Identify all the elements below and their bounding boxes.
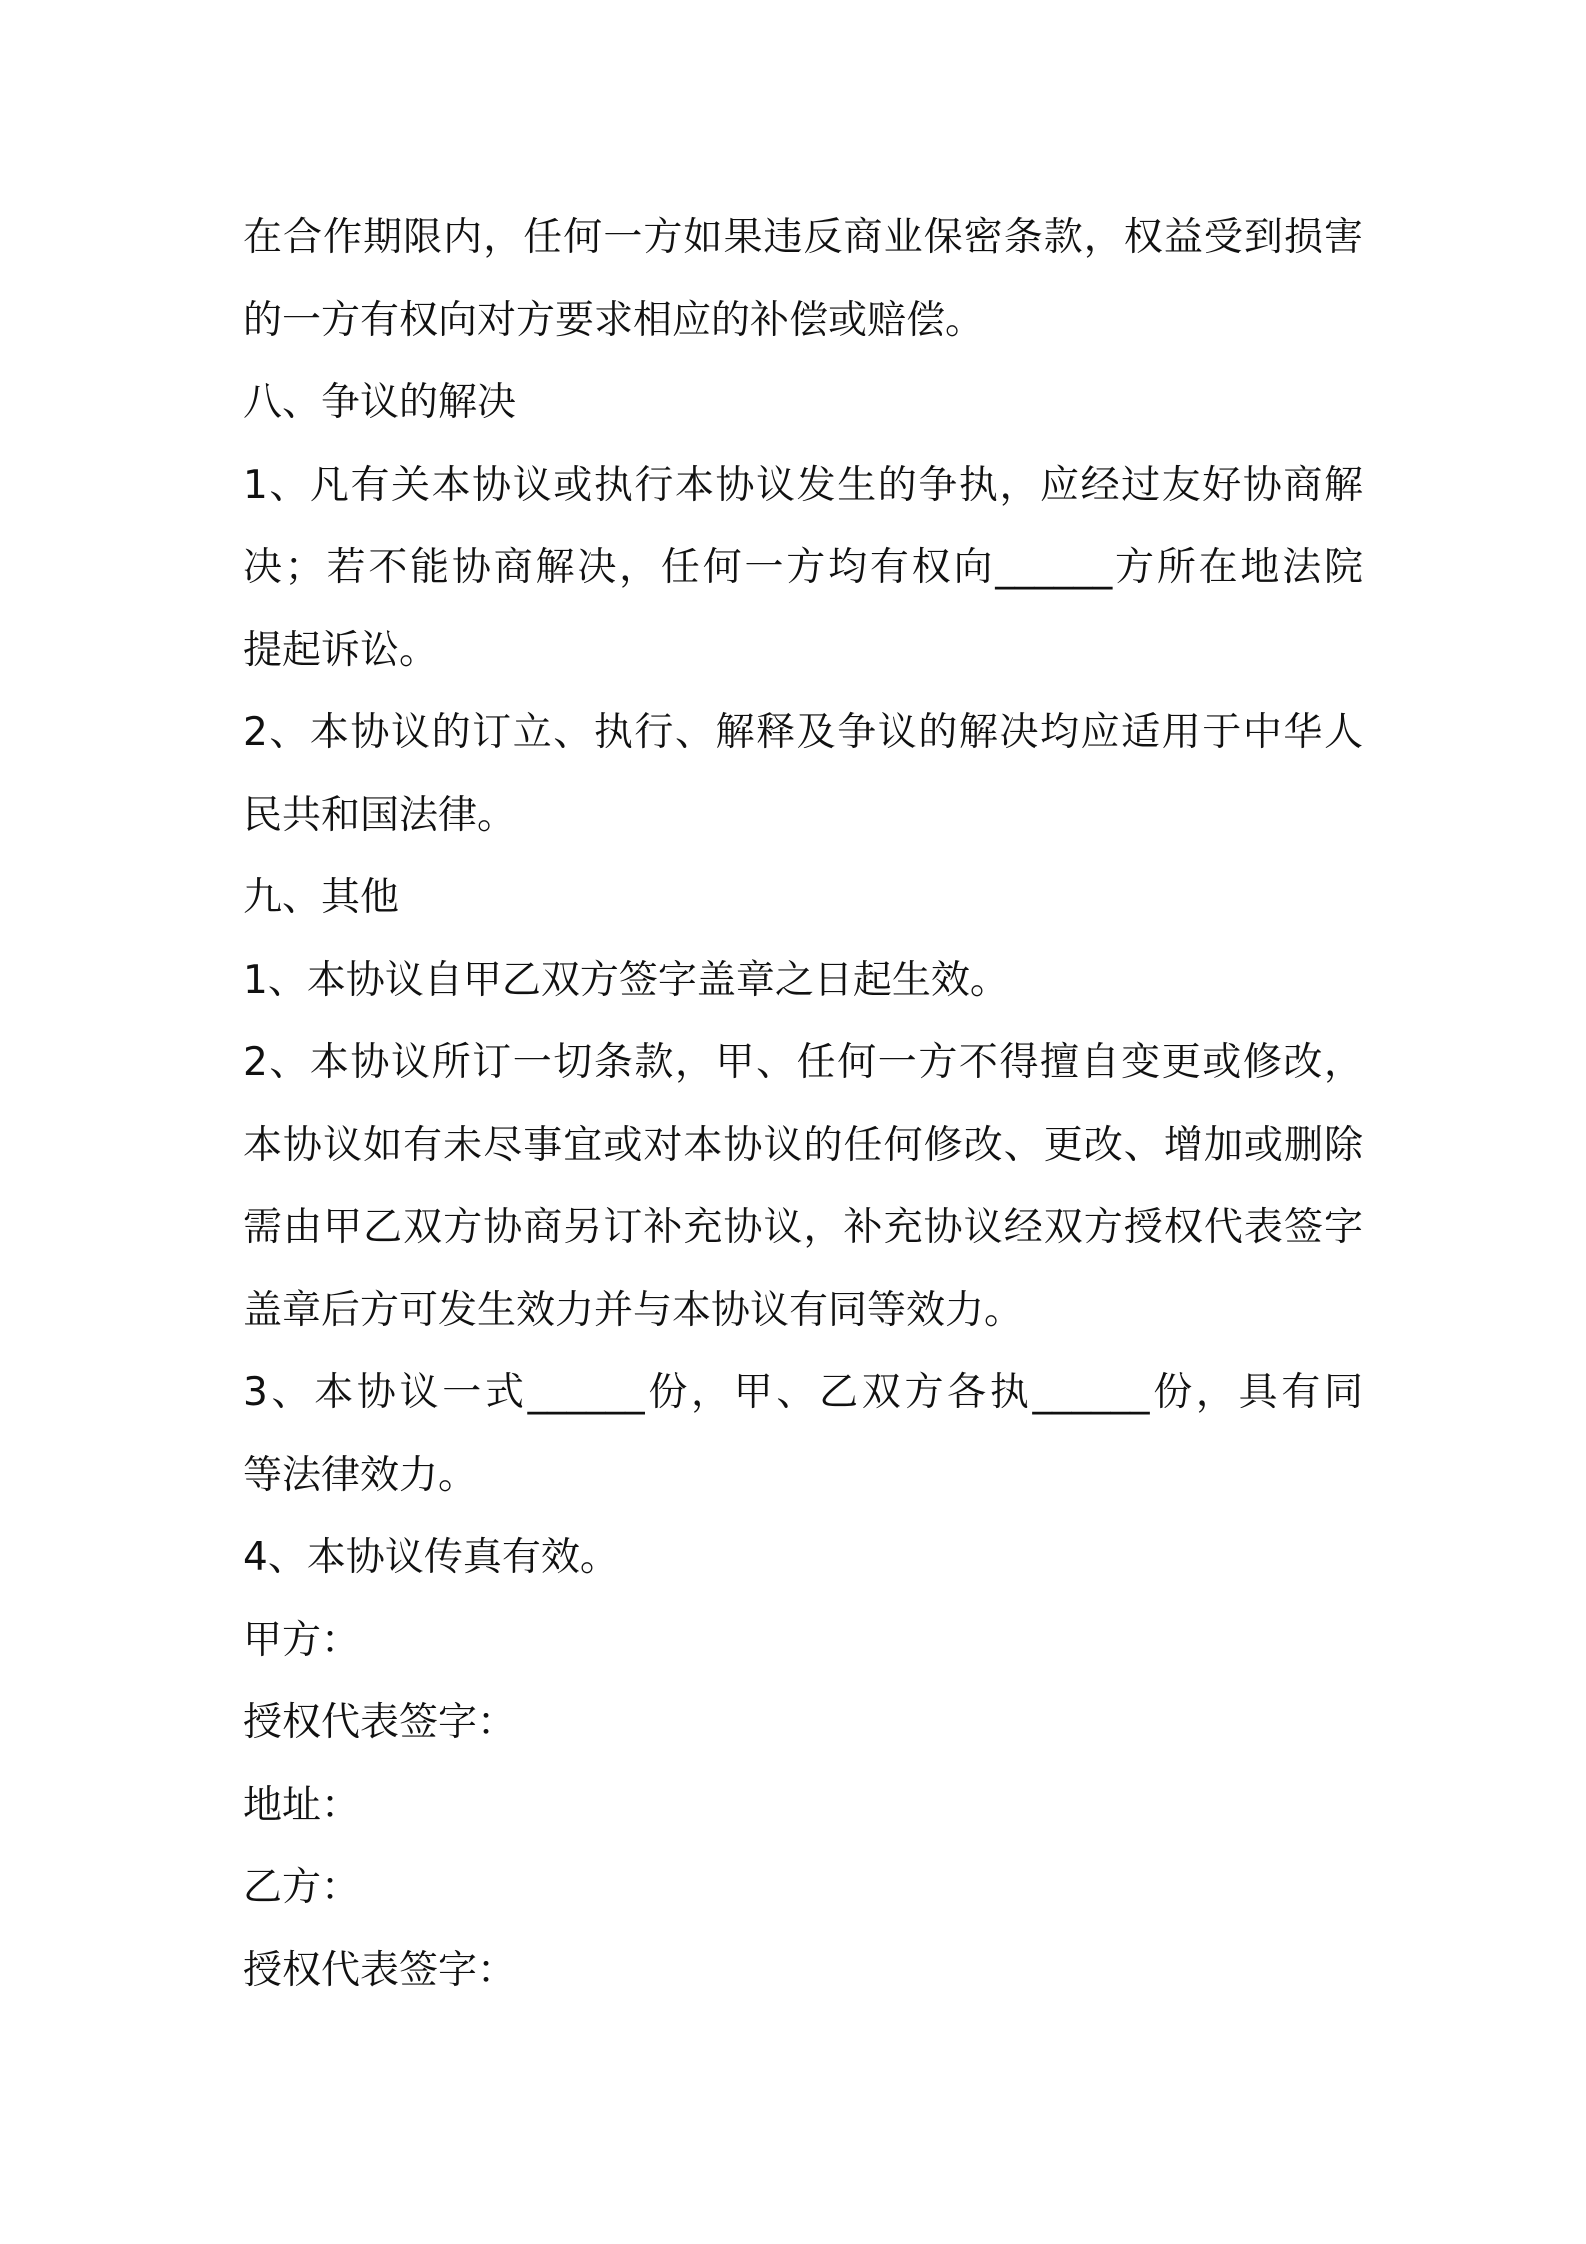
paragraph-line-8: 民共和国法律。 — [243, 792, 517, 838]
paragraph-line-5: 决；若不能协商解决，任何一方均有权向______方所在地法院 — [243, 545, 1363, 590]
address-label: 地址： — [243, 1782, 361, 1828]
paragraph-line-6: 提起诉讼。 — [243, 627, 439, 673]
paragraph-line-1: 在合作期限内，任何一方如果违反商业保密条款，权益受到损害 — [243, 215, 1363, 260]
paragraph-line-11: 2、本协议所订一切条款，甲、任何一方不得擅自变更或修改， — [243, 1040, 1363, 1085]
party-b-signature-label: 授权代表签字： — [243, 1947, 517, 1993]
paragraph-line-12: 本协议如有未尽事宜或对本协议的任何修改、更改、增加或删除 — [243, 1122, 1363, 1168]
paragraph-line-14: 盖章后方可发生效力并与本协议有同等效力。 — [243, 1287, 1024, 1333]
paragraph-line-16: 等法律效力。 — [243, 1452, 478, 1498]
paragraph-line-2: 的一方有权向对方要求相应的补偿或赔偿。 — [243, 297, 985, 343]
party-a-label: 甲方： — [243, 1617, 361, 1663]
section-heading-8: 八、争议的解决 — [243, 380, 517, 425]
paragraph-line-13: 需由甲乙双方协商另订补充协议，补充协议经双方授权代表签字 — [243, 1205, 1363, 1250]
paragraph-line-7: 2、本协议的订立、执行、解释及争议的解决均应适用于中华人 — [243, 710, 1363, 755]
paragraph-line-10: 1、本协议自甲乙双方签字盖章之日起生效。 — [243, 957, 1009, 1003]
paragraph-line-4: 1、凡有关本协议或执行本协议发生的争执，应经过友好协商解 — [243, 462, 1363, 508]
paragraph-line-17: 4、本协议传真有效。 — [243, 1535, 619, 1580]
paragraph-line-15: 3、本协议一式______份，甲、乙双方各执______份，具有同 — [243, 1370, 1363, 1415]
section-heading-9: 九、其他 — [243, 875, 400, 920]
party-a-signature-label: 授权代表签字： — [243, 1700, 517, 1745]
party-b-label: 乙方： — [243, 1865, 361, 1910]
document-body — [243, 197, 1363, 2012]
